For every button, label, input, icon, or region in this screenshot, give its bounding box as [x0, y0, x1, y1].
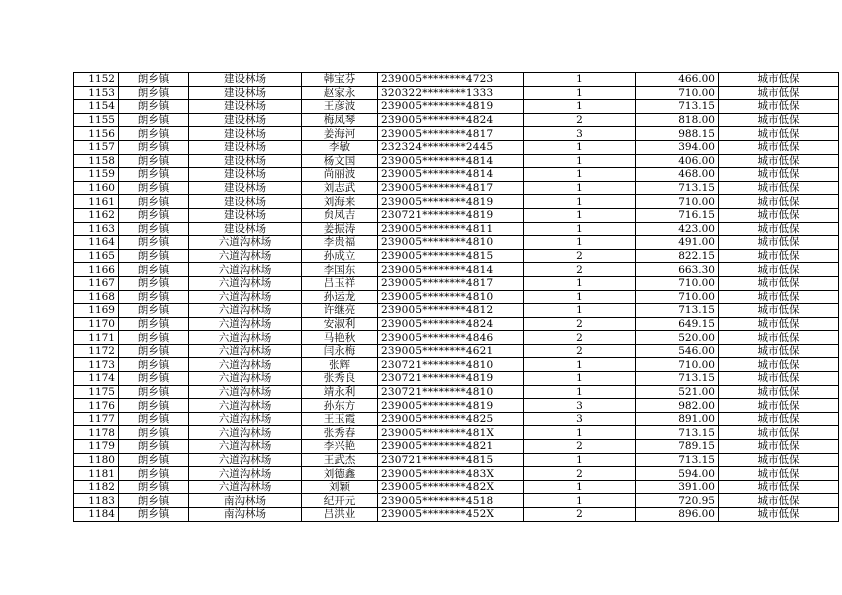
household-count-cell: 1 [524, 140, 636, 154]
household-count-cell: 1 [524, 453, 636, 467]
table-row [74, 358, 839, 372]
row-number: 1180 [74, 453, 119, 467]
row-number: 1179 [74, 440, 119, 454]
row-number: 1171 [74, 331, 119, 345]
row-number: 1177 [74, 412, 119, 426]
row-number: 1178 [74, 426, 119, 440]
town-cell: 朗乡镇 [119, 331, 189, 345]
row-number: 1166 [74, 263, 119, 277]
row-number: 1182 [74, 480, 119, 494]
household-count-cell: 1 [524, 426, 636, 440]
assistance-type-cell: 城市低保 [719, 494, 839, 508]
town-cell: 朗乡镇 [119, 222, 189, 236]
farm-cell: 建设林场 [189, 208, 302, 222]
household-count-cell: 2 [524, 508, 636, 522]
town-cell: 朗乡镇 [119, 372, 189, 386]
farm-cell: 建设林场 [189, 127, 302, 141]
town-cell: 朗乡镇 [119, 426, 189, 440]
id-number-cell: 232324********2445 [378, 140, 524, 154]
household-count-cell: 1 [524, 195, 636, 209]
assistance-type-cell: 城市低保 [719, 372, 839, 386]
town-cell: 朗乡镇 [119, 195, 189, 209]
town-cell: 朗乡镇 [119, 440, 189, 454]
table-row [74, 317, 839, 331]
town-cell: 朗乡镇 [119, 399, 189, 413]
row-number: 1165 [74, 249, 119, 263]
farm-cell: 六道沟林场 [189, 304, 302, 318]
id-number-cell: 239005********481X [378, 426, 524, 440]
table-row [74, 412, 839, 426]
assistance-type-cell: 城市低保 [719, 100, 839, 114]
name-cell: 李兴艳 [302, 440, 378, 454]
farm-cell: 六道沟林场 [189, 440, 302, 454]
town-cell: 朗乡镇 [119, 453, 189, 467]
id-number-cell: 239005********4811 [378, 222, 524, 236]
assistance-type-cell: 城市低保 [719, 304, 839, 318]
assistance-type-cell: 城市低保 [719, 426, 839, 440]
household-count-cell: 1 [524, 236, 636, 250]
name-cell: 王玉霞 [302, 412, 378, 426]
id-number-cell: 239005********4518 [378, 494, 524, 508]
farm-cell: 南沟林场 [189, 494, 302, 508]
row-number: 1156 [74, 127, 119, 141]
farm-cell: 六道沟林场 [189, 290, 302, 304]
table-row [74, 304, 839, 318]
assistance-type-cell: 城市低保 [719, 317, 839, 331]
id-number-cell: 239005********4810 [378, 290, 524, 304]
town-cell: 朗乡镇 [119, 508, 189, 522]
table-row [74, 276, 839, 290]
table-row [74, 426, 839, 440]
row-number: 1169 [74, 304, 119, 318]
table-row [74, 372, 839, 386]
amount-cell: 710.00 [636, 195, 719, 209]
row-number: 1175 [74, 385, 119, 399]
assistance-type-cell: 城市低保 [719, 249, 839, 263]
amount-cell: 594.00 [636, 467, 719, 481]
assistance-type-cell: 城市低保 [719, 154, 839, 168]
row-number: 1176 [74, 399, 119, 413]
amount-cell: 710.00 [636, 276, 719, 290]
id-number-cell: 239005********4723 [378, 73, 524, 87]
table-row [74, 236, 839, 250]
id-number-cell: 239005********4817 [378, 181, 524, 195]
household-count-cell: 2 [524, 467, 636, 481]
household-count-cell: 1 [524, 86, 636, 100]
name-cell: 孙成立 [302, 249, 378, 263]
row-number: 1152 [74, 73, 119, 87]
town-cell: 朗乡镇 [119, 86, 189, 100]
name-cell: 李贵福 [302, 236, 378, 250]
id-number-cell: 239005********4810 [378, 236, 524, 250]
household-count-cell: 2 [524, 331, 636, 345]
household-count-cell: 1 [524, 208, 636, 222]
name-cell: 刘志武 [302, 181, 378, 195]
town-cell: 朗乡镇 [119, 181, 189, 195]
assistance-type-cell: 城市低保 [719, 385, 839, 399]
assistance-type-cell: 城市低保 [719, 236, 839, 250]
name-cell: 安淑利 [302, 317, 378, 331]
row-number: 1157 [74, 140, 119, 154]
town-cell: 朗乡镇 [119, 467, 189, 481]
household-count-cell: 1 [524, 494, 636, 508]
farm-cell: 建设林场 [189, 222, 302, 236]
table-row [74, 140, 839, 154]
id-number-cell: 239005********4812 [378, 304, 524, 318]
amount-cell: 822.15 [636, 249, 719, 263]
table-row [74, 480, 839, 494]
amount-cell: 649.15 [636, 317, 719, 331]
household-count-cell: 1 [524, 181, 636, 195]
row-number: 1153 [74, 86, 119, 100]
id-number-cell: 239005********482X [378, 480, 524, 494]
amount-cell: 423.00 [636, 222, 719, 236]
assistance-type-cell: 城市低保 [719, 140, 839, 154]
town-cell: 朗乡镇 [119, 385, 189, 399]
row-number: 1170 [74, 317, 119, 331]
table-row [74, 344, 839, 358]
name-cell: 李国东 [302, 263, 378, 277]
id-number-cell: 239005********4815 [378, 249, 524, 263]
name-cell: 纪开元 [302, 494, 378, 508]
household-count-cell: 1 [524, 222, 636, 236]
row-number: 1167 [74, 276, 119, 290]
id-number-cell: 239005********4814 [378, 263, 524, 277]
name-cell: 吕玉祥 [302, 276, 378, 290]
row-number: 1168 [74, 290, 119, 304]
table-row [74, 263, 839, 277]
id-number-cell: 239005********4846 [378, 331, 524, 345]
town-cell: 朗乡镇 [119, 127, 189, 141]
table-row [74, 86, 839, 100]
row-number: 1172 [74, 344, 119, 358]
assistance-type-cell: 城市低保 [719, 73, 839, 87]
amount-cell: 818.00 [636, 113, 719, 127]
farm-cell: 六道沟林场 [189, 467, 302, 481]
assistance-type-cell: 城市低保 [719, 195, 839, 209]
assistance-type-cell: 城市低保 [719, 290, 839, 304]
farm-cell: 六道沟林场 [189, 263, 302, 277]
row-number: 1184 [74, 508, 119, 522]
amount-cell: 716.15 [636, 208, 719, 222]
name-cell: 许继亮 [302, 304, 378, 318]
name-cell: 靖永利 [302, 385, 378, 399]
farm-cell: 建设林场 [189, 181, 302, 195]
id-number-cell: 239005********4814 [378, 168, 524, 182]
amount-cell: 713.15 [636, 304, 719, 318]
household-count-cell: 1 [524, 276, 636, 290]
row-number: 1155 [74, 113, 119, 127]
name-cell: 梅凤琴 [302, 113, 378, 127]
farm-cell: 六道沟林场 [189, 399, 302, 413]
household-count-cell: 1 [524, 73, 636, 87]
amount-cell: 713.15 [636, 100, 719, 114]
household-count-cell: 2 [524, 317, 636, 331]
table-row [74, 208, 839, 222]
household-count-cell: 1 [524, 154, 636, 168]
name-cell: 姜海河 [302, 127, 378, 141]
name-cell: 刘德鑫 [302, 467, 378, 481]
farm-cell: 六道沟林场 [189, 412, 302, 426]
table-row [74, 73, 839, 87]
town-cell: 朗乡镇 [119, 276, 189, 290]
farm-cell: 建设林场 [189, 113, 302, 127]
assistance-type-cell: 城市低保 [719, 467, 839, 481]
table-row [74, 100, 839, 114]
farm-cell: 建设林场 [189, 140, 302, 154]
name-cell: 张秀良 [302, 372, 378, 386]
amount-cell: 546.00 [636, 344, 719, 358]
amount-cell: 896.00 [636, 508, 719, 522]
town-cell: 朗乡镇 [119, 208, 189, 222]
name-cell: 刘海来 [302, 195, 378, 209]
table-row [74, 195, 839, 209]
name-cell: 杨文国 [302, 154, 378, 168]
id-number-cell: 239005********4819 [378, 100, 524, 114]
household-count-cell: 3 [524, 412, 636, 426]
table-row [74, 127, 839, 141]
id-number-cell: 239005********4814 [378, 154, 524, 168]
name-cell: 刘颖 [302, 480, 378, 494]
table-row [74, 290, 839, 304]
welfare-table [73, 72, 839, 522]
name-cell: 韩宝芬 [302, 73, 378, 87]
town-cell: 朗乡镇 [119, 154, 189, 168]
table-row [74, 222, 839, 236]
id-number-cell: 239005********4817 [378, 127, 524, 141]
assistance-type-cell: 城市低保 [719, 276, 839, 290]
id-number-cell: 230721********4819 [378, 208, 524, 222]
town-cell: 朗乡镇 [119, 480, 189, 494]
farm-cell: 南沟林场 [189, 508, 302, 522]
farm-cell: 六道沟林场 [189, 331, 302, 345]
id-number-cell: 239005********4825 [378, 412, 524, 426]
farm-cell: 建设林场 [189, 195, 302, 209]
amount-cell: 713.15 [636, 426, 719, 440]
amount-cell: 394.00 [636, 140, 719, 154]
town-cell: 朗乡镇 [119, 412, 189, 426]
table-row [74, 399, 839, 413]
assistance-type-cell: 城市低保 [719, 440, 839, 454]
amount-cell: 891.00 [636, 412, 719, 426]
row-number: 1163 [74, 222, 119, 236]
amount-cell: 982.00 [636, 399, 719, 413]
assistance-type-cell: 城市低保 [719, 168, 839, 182]
id-number-cell: 320322********1333 [378, 86, 524, 100]
town-cell: 朗乡镇 [119, 263, 189, 277]
town-cell: 朗乡镇 [119, 140, 189, 154]
town-cell: 朗乡镇 [119, 168, 189, 182]
town-cell: 朗乡镇 [119, 100, 189, 114]
table-body [74, 73, 839, 522]
name-cell: 李敏 [302, 140, 378, 154]
town-cell: 朗乡镇 [119, 73, 189, 87]
id-number-cell: 239005********4824 [378, 113, 524, 127]
household-count-cell: 1 [524, 480, 636, 494]
household-count-cell: 1 [524, 358, 636, 372]
assistance-type-cell: 城市低保 [719, 508, 839, 522]
table-row [74, 453, 839, 467]
assistance-type-cell: 城市低保 [719, 263, 839, 277]
farm-cell: 六道沟林场 [189, 317, 302, 331]
id-number-cell: 230721********4815 [378, 453, 524, 467]
table-row [74, 385, 839, 399]
household-count-cell: 3 [524, 399, 636, 413]
row-number: 1154 [74, 100, 119, 114]
farm-cell: 六道沟林场 [189, 385, 302, 399]
farm-cell: 六道沟林场 [189, 249, 302, 263]
row-number: 1158 [74, 154, 119, 168]
amount-cell: 720.95 [636, 494, 719, 508]
assistance-type-cell: 城市低保 [719, 181, 839, 195]
id-number-cell: 239005********4821 [378, 440, 524, 454]
assistance-type-cell: 城市低保 [719, 453, 839, 467]
amount-cell: 713.15 [636, 372, 719, 386]
id-number-cell: 230721********4819 [378, 372, 524, 386]
farm-cell: 建设林场 [189, 100, 302, 114]
amount-cell: 789.15 [636, 440, 719, 454]
household-count-cell: 3 [524, 127, 636, 141]
name-cell: 赵家永 [302, 86, 378, 100]
row-number: 1162 [74, 208, 119, 222]
farm-cell: 六道沟林场 [189, 276, 302, 290]
amount-cell: 468.00 [636, 168, 719, 182]
id-number-cell: 239005********452X [378, 508, 524, 522]
farm-cell: 六道沟林场 [189, 372, 302, 386]
farm-cell: 建设林场 [189, 86, 302, 100]
amount-cell: 663.30 [636, 263, 719, 277]
farm-cell: 建设林场 [189, 73, 302, 87]
name-cell: 张秀春 [302, 426, 378, 440]
assistance-type-cell: 城市低保 [719, 358, 839, 372]
household-count-cell: 2 [524, 344, 636, 358]
town-cell: 朗乡镇 [119, 344, 189, 358]
town-cell: 朗乡镇 [119, 113, 189, 127]
table-row [74, 181, 839, 195]
table-row [74, 249, 839, 263]
row-number: 1181 [74, 467, 119, 481]
amount-cell: 710.00 [636, 358, 719, 372]
id-number-cell: 239005********4817 [378, 276, 524, 290]
town-cell: 朗乡镇 [119, 236, 189, 250]
row-number: 1174 [74, 372, 119, 386]
assistance-type-cell: 城市低保 [719, 412, 839, 426]
amount-cell: 713.15 [636, 181, 719, 195]
assistance-type-cell: 城市低保 [719, 344, 839, 358]
table-row [74, 154, 839, 168]
assistance-type-cell: 城市低保 [719, 399, 839, 413]
amount-cell: 710.00 [636, 290, 719, 304]
id-number-cell: 239005********4819 [378, 399, 524, 413]
table-row [74, 113, 839, 127]
household-count-cell: 1 [524, 372, 636, 386]
name-cell: 姜振涛 [302, 222, 378, 236]
id-number-cell: 239005********4819 [378, 195, 524, 209]
farm-cell: 建设林场 [189, 154, 302, 168]
town-cell: 朗乡镇 [119, 304, 189, 318]
amount-cell: 710.00 [636, 86, 719, 100]
farm-cell: 六道沟林场 [189, 480, 302, 494]
table-row [74, 168, 839, 182]
amount-cell: 988.15 [636, 127, 719, 141]
household-count-cell: 2 [524, 249, 636, 263]
assistance-type-cell: 城市低保 [719, 208, 839, 222]
town-cell: 朗乡镇 [119, 290, 189, 304]
name-cell: 孙运龙 [302, 290, 378, 304]
row-number: 1173 [74, 358, 119, 372]
farm-cell: 六道沟林场 [189, 236, 302, 250]
assistance-type-cell: 城市低保 [719, 222, 839, 236]
household-count-cell: 2 [524, 440, 636, 454]
amount-cell: 520.00 [636, 331, 719, 345]
town-cell: 朗乡镇 [119, 358, 189, 372]
household-count-cell: 2 [524, 263, 636, 277]
amount-cell: 466.00 [636, 73, 719, 87]
table-row [74, 331, 839, 345]
household-count-cell: 1 [524, 304, 636, 318]
town-cell: 朗乡镇 [119, 317, 189, 331]
farm-cell: 六道沟林场 [189, 344, 302, 358]
amount-cell: 406.00 [636, 154, 719, 168]
row-number: 1164 [74, 236, 119, 250]
assistance-type-cell: 城市低保 [719, 113, 839, 127]
household-count-cell: 1 [524, 168, 636, 182]
name-cell: 孙东方 [302, 399, 378, 413]
row-number: 1159 [74, 168, 119, 182]
id-number-cell: 239005********4824 [378, 317, 524, 331]
row-number: 1161 [74, 195, 119, 209]
row-number: 1160 [74, 181, 119, 195]
assistance-type-cell: 城市低保 [719, 127, 839, 141]
id-number-cell: 230721********4810 [378, 385, 524, 399]
table-row [74, 467, 839, 481]
name-cell: 王彦波 [302, 100, 378, 114]
assistance-type-cell: 城市低保 [719, 480, 839, 494]
amount-cell: 713.15 [636, 453, 719, 467]
farm-cell: 六道沟林场 [189, 426, 302, 440]
name-cell: 张辉 [302, 358, 378, 372]
town-cell: 朗乡镇 [119, 249, 189, 263]
household-count-cell: 2 [524, 113, 636, 127]
amount-cell: 491.00 [636, 236, 719, 250]
farm-cell: 建设林场 [189, 168, 302, 182]
table-row [74, 440, 839, 454]
name-cell: 吕洪业 [302, 508, 378, 522]
name-cell: 闫永梅 [302, 344, 378, 358]
assistance-type-cell: 城市低保 [719, 331, 839, 345]
farm-cell: 六道沟林场 [189, 358, 302, 372]
name-cell: 尚丽波 [302, 168, 378, 182]
amount-cell: 391.00 [636, 480, 719, 494]
table-row [74, 494, 839, 508]
name-cell: 马艳秋 [302, 331, 378, 345]
name-cell: 贠凤吉 [302, 208, 378, 222]
id-number-cell: 239005********4621 [378, 344, 524, 358]
household-count-cell: 1 [524, 100, 636, 114]
assistance-type-cell: 城市低保 [719, 86, 839, 100]
household-count-cell: 1 [524, 385, 636, 399]
amount-cell: 521.00 [636, 385, 719, 399]
name-cell: 王武杰 [302, 453, 378, 467]
town-cell: 朗乡镇 [119, 494, 189, 508]
id-number-cell: 239005********483X [378, 467, 524, 481]
id-number-cell: 230721********4810 [378, 358, 524, 372]
table-row [74, 508, 839, 522]
row-number: 1183 [74, 494, 119, 508]
farm-cell: 六道沟林场 [189, 453, 302, 467]
household-count-cell: 1 [524, 290, 636, 304]
